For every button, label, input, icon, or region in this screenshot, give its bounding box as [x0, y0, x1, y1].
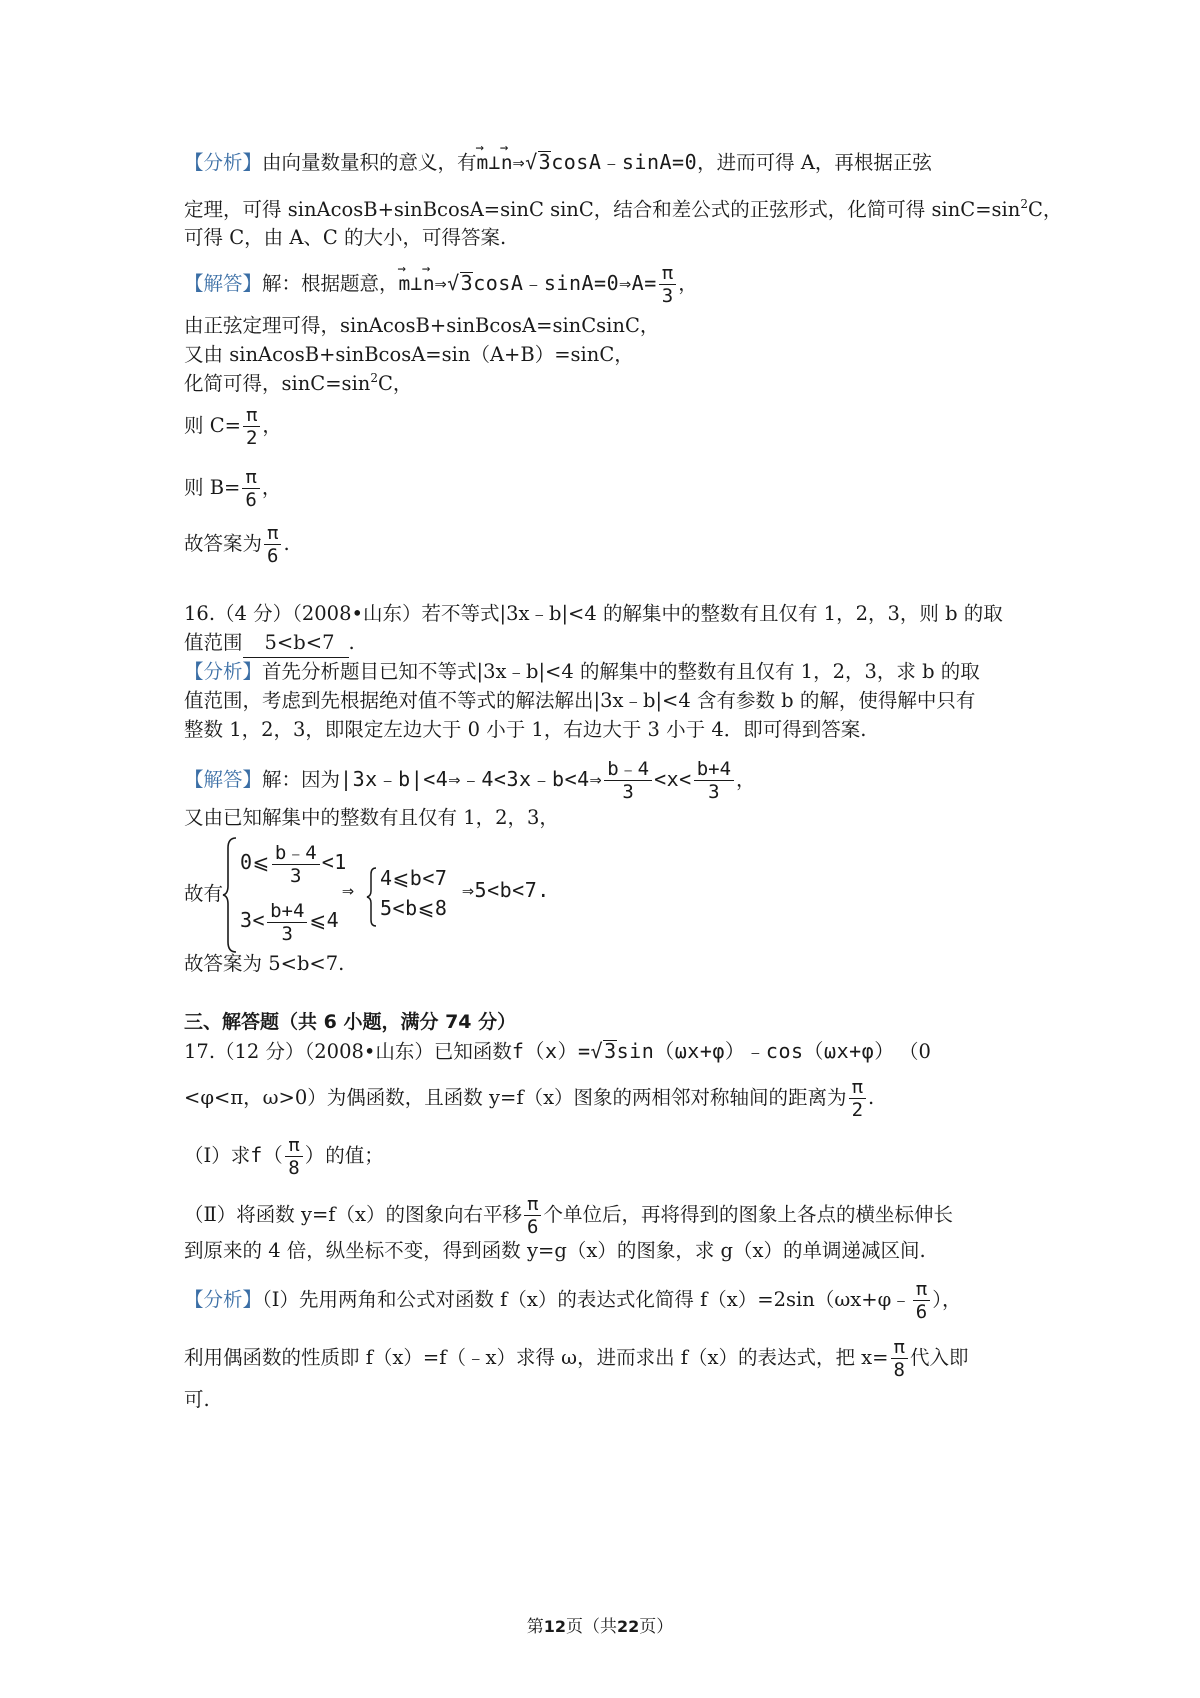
- q17-stem-line-2: [184, 1076, 1030, 1121]
- perp-symbol: ⊥: [410, 271, 423, 295]
- frac-den: 6: [245, 489, 257, 511]
- q16-answer-line-1: [184, 758, 1030, 803]
- system-row-1: [240, 842, 347, 887]
- q15-text: 化简可得，sinC=sin: [184, 372, 371, 395]
- q15-answer-line-4: [184, 370, 1030, 398]
- q15-text: 故答案为: [184, 532, 263, 555]
- period: .: [283, 532, 290, 555]
- q15-answer-line-3: 又由 sinAcosB+sinBcosA=sin（A+B）=sinC，: [184, 343, 634, 366]
- q17-analysis-line-2: [184, 1336, 1030, 1381]
- period: .: [868, 1086, 875, 1109]
- frac-num: π: [659, 262, 676, 285]
- sqrt-symbol: √3: [447, 271, 474, 295]
- q17-text: （Ⅰ）求: [184, 1144, 251, 1167]
- frac-den: 3: [290, 865, 302, 887]
- vector-m: → m: [399, 270, 411, 298]
- frac-num: b﹣4: [604, 758, 652, 781]
- implies-symbol: ⇒: [512, 150, 526, 174]
- q16-expr: ⩽4: [309, 908, 340, 932]
- q17-part-2-line-2: 到原来的 4 倍，纵坐标不变，得到函数 y=g（x）的图象，求 g（x）的单调递减区间.: [184, 1239, 926, 1262]
- q15-answer-line-1: [184, 262, 1030, 307]
- q15-analysis-line-2: [184, 196, 1063, 224]
- q15-answer-expr: cosA﹣sinA=0: [473, 271, 620, 295]
- q17-text: 个单位后，再将得到的图象上各点的横坐标伸长: [543, 1203, 953, 1226]
- frac-num: π: [849, 1076, 866, 1099]
- q16-expr: 5<b⩽8: [380, 896, 448, 920]
- q17-text: 利用偶函数的性质即 f（x）=f（﹣x）求得 ω，进而求出 f（x）的表达式，把 x=: [184, 1346, 889, 1369]
- section-heading: 三、解答题（共 6 小题，满分 74 分）: [184, 1011, 517, 1033]
- q17-expr: ）: [304, 1143, 326, 1167]
- q16-final-answer: 故答案为 5<b<7.: [184, 952, 345, 975]
- q16-analysis-line-1: [184, 658, 1030, 686]
- q15-analysis-line-3: 可得 C，由 A、C 的大小，可得答案.: [184, 226, 507, 249]
- fraction-pi-over-6: [913, 1278, 930, 1323]
- frac-den: 6: [527, 1216, 539, 1238]
- q16-stem-line-1: 16.（4 分）（2008•山东）若不等式|3x﹣b|<4 的解集中的整数有且仅有 1，2，3，则 b 的取: [184, 602, 1003, 625]
- system-row-2: [240, 900, 339, 945]
- q15-analysis-text-2: ，进而可得 A，再根据正弦: [697, 151, 932, 174]
- q16-expr: <x<: [654, 767, 692, 791]
- q17-expr: sin（ωx+φ）﹣cos（ωx+φ）: [616, 1039, 895, 1063]
- answer-label: 【解答】: [184, 768, 263, 791]
- q17-text: 代入即: [909, 1346, 969, 1369]
- q16-text: 故有: [184, 882, 224, 905]
- left-brace-icon: [222, 836, 238, 954]
- sqrt-radicand: 3: [538, 150, 552, 174]
- fraction-b-plus-4-over-3: [694, 758, 734, 803]
- sqrt-radicand: 3: [604, 1039, 617, 1063]
- frac-den: 6: [267, 545, 279, 567]
- frac-den: 8: [893, 1359, 905, 1381]
- q17-text: 17.（12 分）（2008•山东）已知函数: [184, 1040, 512, 1063]
- q16-text: 值范围: [184, 631, 243, 654]
- frac-den: 6: [915, 1301, 928, 1323]
- fraction-pi-over-6: [242, 466, 259, 511]
- fraction-pi-over-2: [243, 404, 260, 449]
- footer-text: 第: [526, 1617, 544, 1637]
- sqrt-symbol: √3: [590, 1039, 617, 1063]
- q16-text: 解：因为: [262, 768, 341, 791]
- superscript-2: 2: [1020, 197, 1028, 211]
- left-brace-icon: [366, 866, 378, 928]
- fraction-pi-over-3: [659, 262, 676, 307]
- q17-text: （Ⅱ）将函数 y=f（x）的图象向右平移: [184, 1203, 523, 1226]
- frac-num: π: [243, 404, 260, 427]
- q16-analysis-line-2: 值范围，考虑到先根据绝对值不等式的解法解出|3x﹣b|<4 含有参数 b 的解，使得解中只有: [184, 689, 976, 712]
- perp-symbol: ⊥: [488, 150, 501, 174]
- comma: ，: [736, 768, 756, 791]
- q15-text: 则 B=: [184, 476, 241, 499]
- q17-part-1: [184, 1134, 1030, 1179]
- frac-den: 2: [245, 427, 258, 449]
- q16-expr: ⇒5<b<7.: [462, 878, 550, 902]
- q17-stem-line-1: [184, 1037, 1030, 1066]
- q16-expr: <1: [321, 850, 347, 874]
- q16-stem-line-2: [184, 629, 1030, 658]
- fraction-b-minus-4-over-3: [604, 758, 652, 803]
- comma: ，: [262, 414, 282, 437]
- fraction-b-plus-4-over-3: [267, 900, 307, 945]
- q15-answer-text: 解：根据题意，: [262, 272, 399, 295]
- q16-answer-line-2: 又由已知解集中的整数有且仅有 1，2，3，: [184, 806, 559, 829]
- frac-num: π: [242, 466, 259, 489]
- q17-text: （Ⅰ）先用两角和公式对函数 f（x）的表达式化简得 f（x）=2sin（ωx+φ﹣: [262, 1288, 911, 1311]
- q15-answer-line-2: 由正弦定理可得，sinAcosB+sinBcosA=sinCsinC，: [184, 314, 660, 337]
- q15-answer-line-6: [184, 466, 1030, 511]
- fraction-pi-over-6: [264, 522, 281, 567]
- q16-expr: 4⩽b<7: [380, 866, 448, 890]
- q17-text: 的值；: [325, 1144, 384, 1167]
- frac-num: b+4: [267, 900, 307, 923]
- q15-analysis-line-1: [184, 148, 1030, 177]
- q17-expr: f（: [250, 1143, 284, 1167]
- analysis-label: 【分析】: [184, 151, 263, 174]
- frac-num: π: [913, 1278, 930, 1301]
- page-number: 12: [543, 1617, 566, 1636]
- frac-num: π: [891, 1336, 908, 1359]
- q17-analysis-line-1: [184, 1278, 1030, 1323]
- q15-analysis-text-3: 定理，可得 sinAcosB+sinBcosA=sinC sinC，结合和差公式的正弦形式，化简可得 sinC=sin: [184, 198, 1021, 221]
- comma: ，: [678, 272, 698, 295]
- sqrt-symbol: √3: [525, 150, 552, 174]
- q16-expr: 3<: [240, 908, 266, 932]
- frac-num: π: [524, 1193, 541, 1216]
- implies-symbol: ⇒: [434, 271, 448, 295]
- answer-blank: 5<b<7: [243, 629, 349, 658]
- fraction-pi-over-2: [849, 1076, 866, 1121]
- q15-analysis-expr: cosA﹣sinA=0: [551, 150, 698, 174]
- q17-expr: f（x）=: [511, 1039, 591, 1063]
- q16-analysis-line-3: 整数 1，2，3，即限定左边大于 0 小于 1，右边大于 3 小于 4．即可得到答案.: [184, 718, 867, 741]
- frac-num: π: [264, 522, 281, 545]
- frac-den: 2: [851, 1099, 864, 1121]
- q17-text: （0: [908, 1040, 931, 1063]
- q15-answer-imp: ⇒A=: [619, 271, 657, 295]
- q15-analysis-text-4: C，: [1028, 198, 1063, 221]
- comma: ，: [261, 476, 282, 499]
- fraction-b-minus-4-over-3: [272, 842, 320, 887]
- analysis-label: 【分析】: [184, 1288, 263, 1311]
- frac-num: b+4: [694, 758, 734, 781]
- page-total: 22: [617, 1617, 640, 1636]
- frac-den: 3: [622, 781, 634, 803]
- frac-den: 3: [708, 781, 720, 803]
- q15-text: C，: [378, 372, 413, 395]
- frac-num: b﹣4: [272, 842, 320, 865]
- footer-text: 页）: [639, 1617, 674, 1637]
- fraction-pi-over-8: [285, 1134, 302, 1179]
- q16-expr: |3x﹣b|<4⇒﹣4<3x﹣b<4⇒: [340, 767, 603, 791]
- sqrt-radicand: 3: [460, 271, 474, 295]
- vector-n: → n: [501, 149, 513, 177]
- q16-text: 首先分析题目已知不等式|3x﹣b|<4 的解集中的整数有且仅有 1，2，3，求 b 的取: [262, 660, 980, 683]
- q17-analysis-line-3: 可.: [184, 1388, 210, 1411]
- page-footer: [0, 1612, 1200, 1637]
- q15-analysis-text: 由向量数量积的意义，有: [262, 151, 477, 174]
- frac-num: π: [285, 1134, 302, 1157]
- superscript-2: 2: [370, 371, 379, 385]
- answer-label: 【解答】: [184, 272, 263, 295]
- q15-answer-line-7: [184, 522, 1030, 567]
- vector-m: → m: [477, 149, 489, 177]
- fraction-pi-over-8: [891, 1336, 908, 1381]
- q17-part-2-line-1: [184, 1193, 1030, 1238]
- q17-text: <φ<π，ω>0）为偶函数，且函数 y=f（x）图象的两相邻对称轴间的距离为: [184, 1086, 847, 1109]
- analysis-label: 【分析】: [184, 660, 263, 683]
- footer-text: 页（共: [566, 1617, 617, 1637]
- vector-n: → n: [423, 270, 435, 298]
- q15-text: 则 C=: [184, 414, 241, 437]
- q16-expr: 0⩽: [240, 850, 270, 874]
- q16-text: .: [348, 631, 355, 654]
- q17-text: ），: [932, 1288, 962, 1311]
- fraction-pi-over-6: [524, 1193, 541, 1238]
- q15-answer-line-5: [184, 404, 1030, 449]
- frac-den: 3: [661, 285, 674, 307]
- frac-den: 8: [288, 1157, 300, 1179]
- implies-symbol: ⇒: [342, 878, 355, 902]
- frac-den: 3: [281, 923, 293, 945]
